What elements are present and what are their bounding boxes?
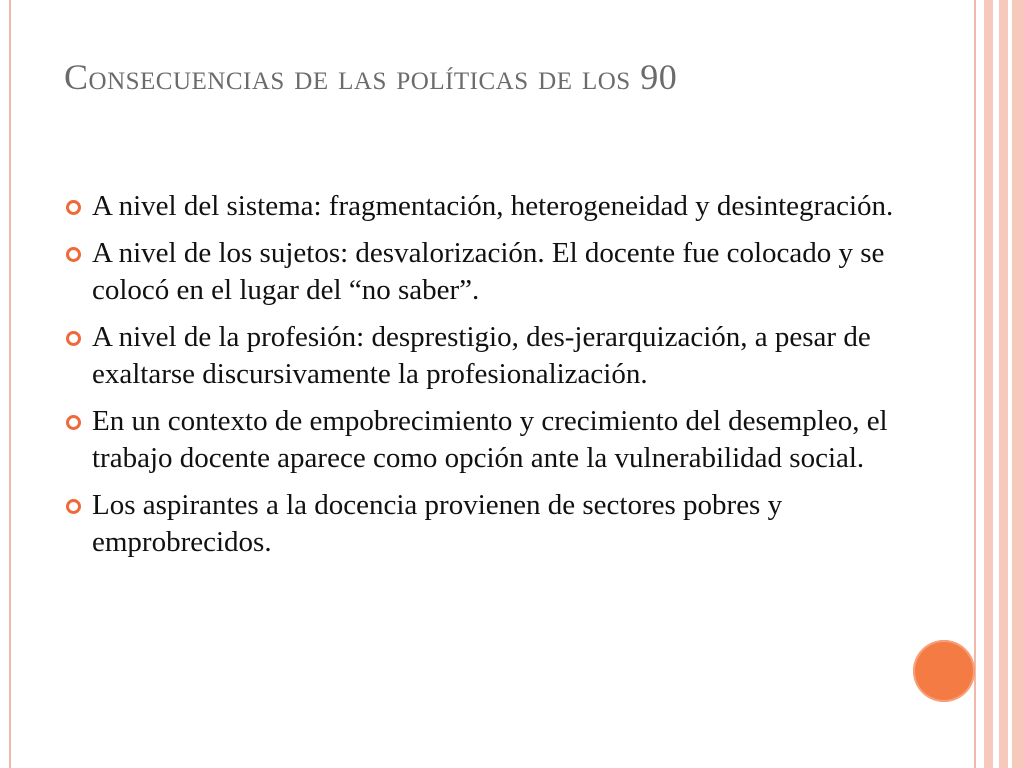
ring-bullet-icon (66, 499, 81, 514)
bullet-list (64, 188, 904, 571)
bullet-text: En un contexto de empobrecimiento y crecimiento del desempleo, el trabajo docente aparece como opción ante la vulnerabilidad social. (92, 405, 888, 474)
bullet-text: A nivel de la profesión: desprestigio, des-jerarquización, a pesar de exaltarse discursivamente la profesionalización. (92, 321, 871, 390)
bullet-item (64, 188, 904, 225)
bullet-text: A nivel de los sujetos: desvalorización. El docente fue colocado y se colocó en el lugar del “no saber”. (92, 237, 885, 306)
right-stripe (984, 0, 993, 768)
bullet-text: Los aspirantes a la docencia provienen de sectores pobres y emprobrecidos. (92, 489, 783, 558)
bullet-item (64, 403, 904, 477)
slide-title: Consecuencias de las políticas de los 90 (64, 57, 678, 97)
right-stripe (999, 0, 1008, 768)
left-frame-line (9, 0, 11, 768)
ring-bullet-icon (66, 200, 81, 215)
ring-bullet-icon (66, 415, 81, 430)
bullet-item (64, 319, 904, 393)
bullet-item (64, 487, 904, 561)
bullet-text: A nivel del sistema: fragmentación, heterogeneidad y desintegración. (92, 190, 894, 222)
right-stripe (1012, 0, 1024, 768)
ring-bullet-icon (66, 331, 81, 346)
orange-circle-decoration (913, 640, 975, 702)
right-stripe (974, 0, 976, 768)
ring-bullet-icon (66, 247, 81, 262)
bullet-item (64, 235, 904, 309)
